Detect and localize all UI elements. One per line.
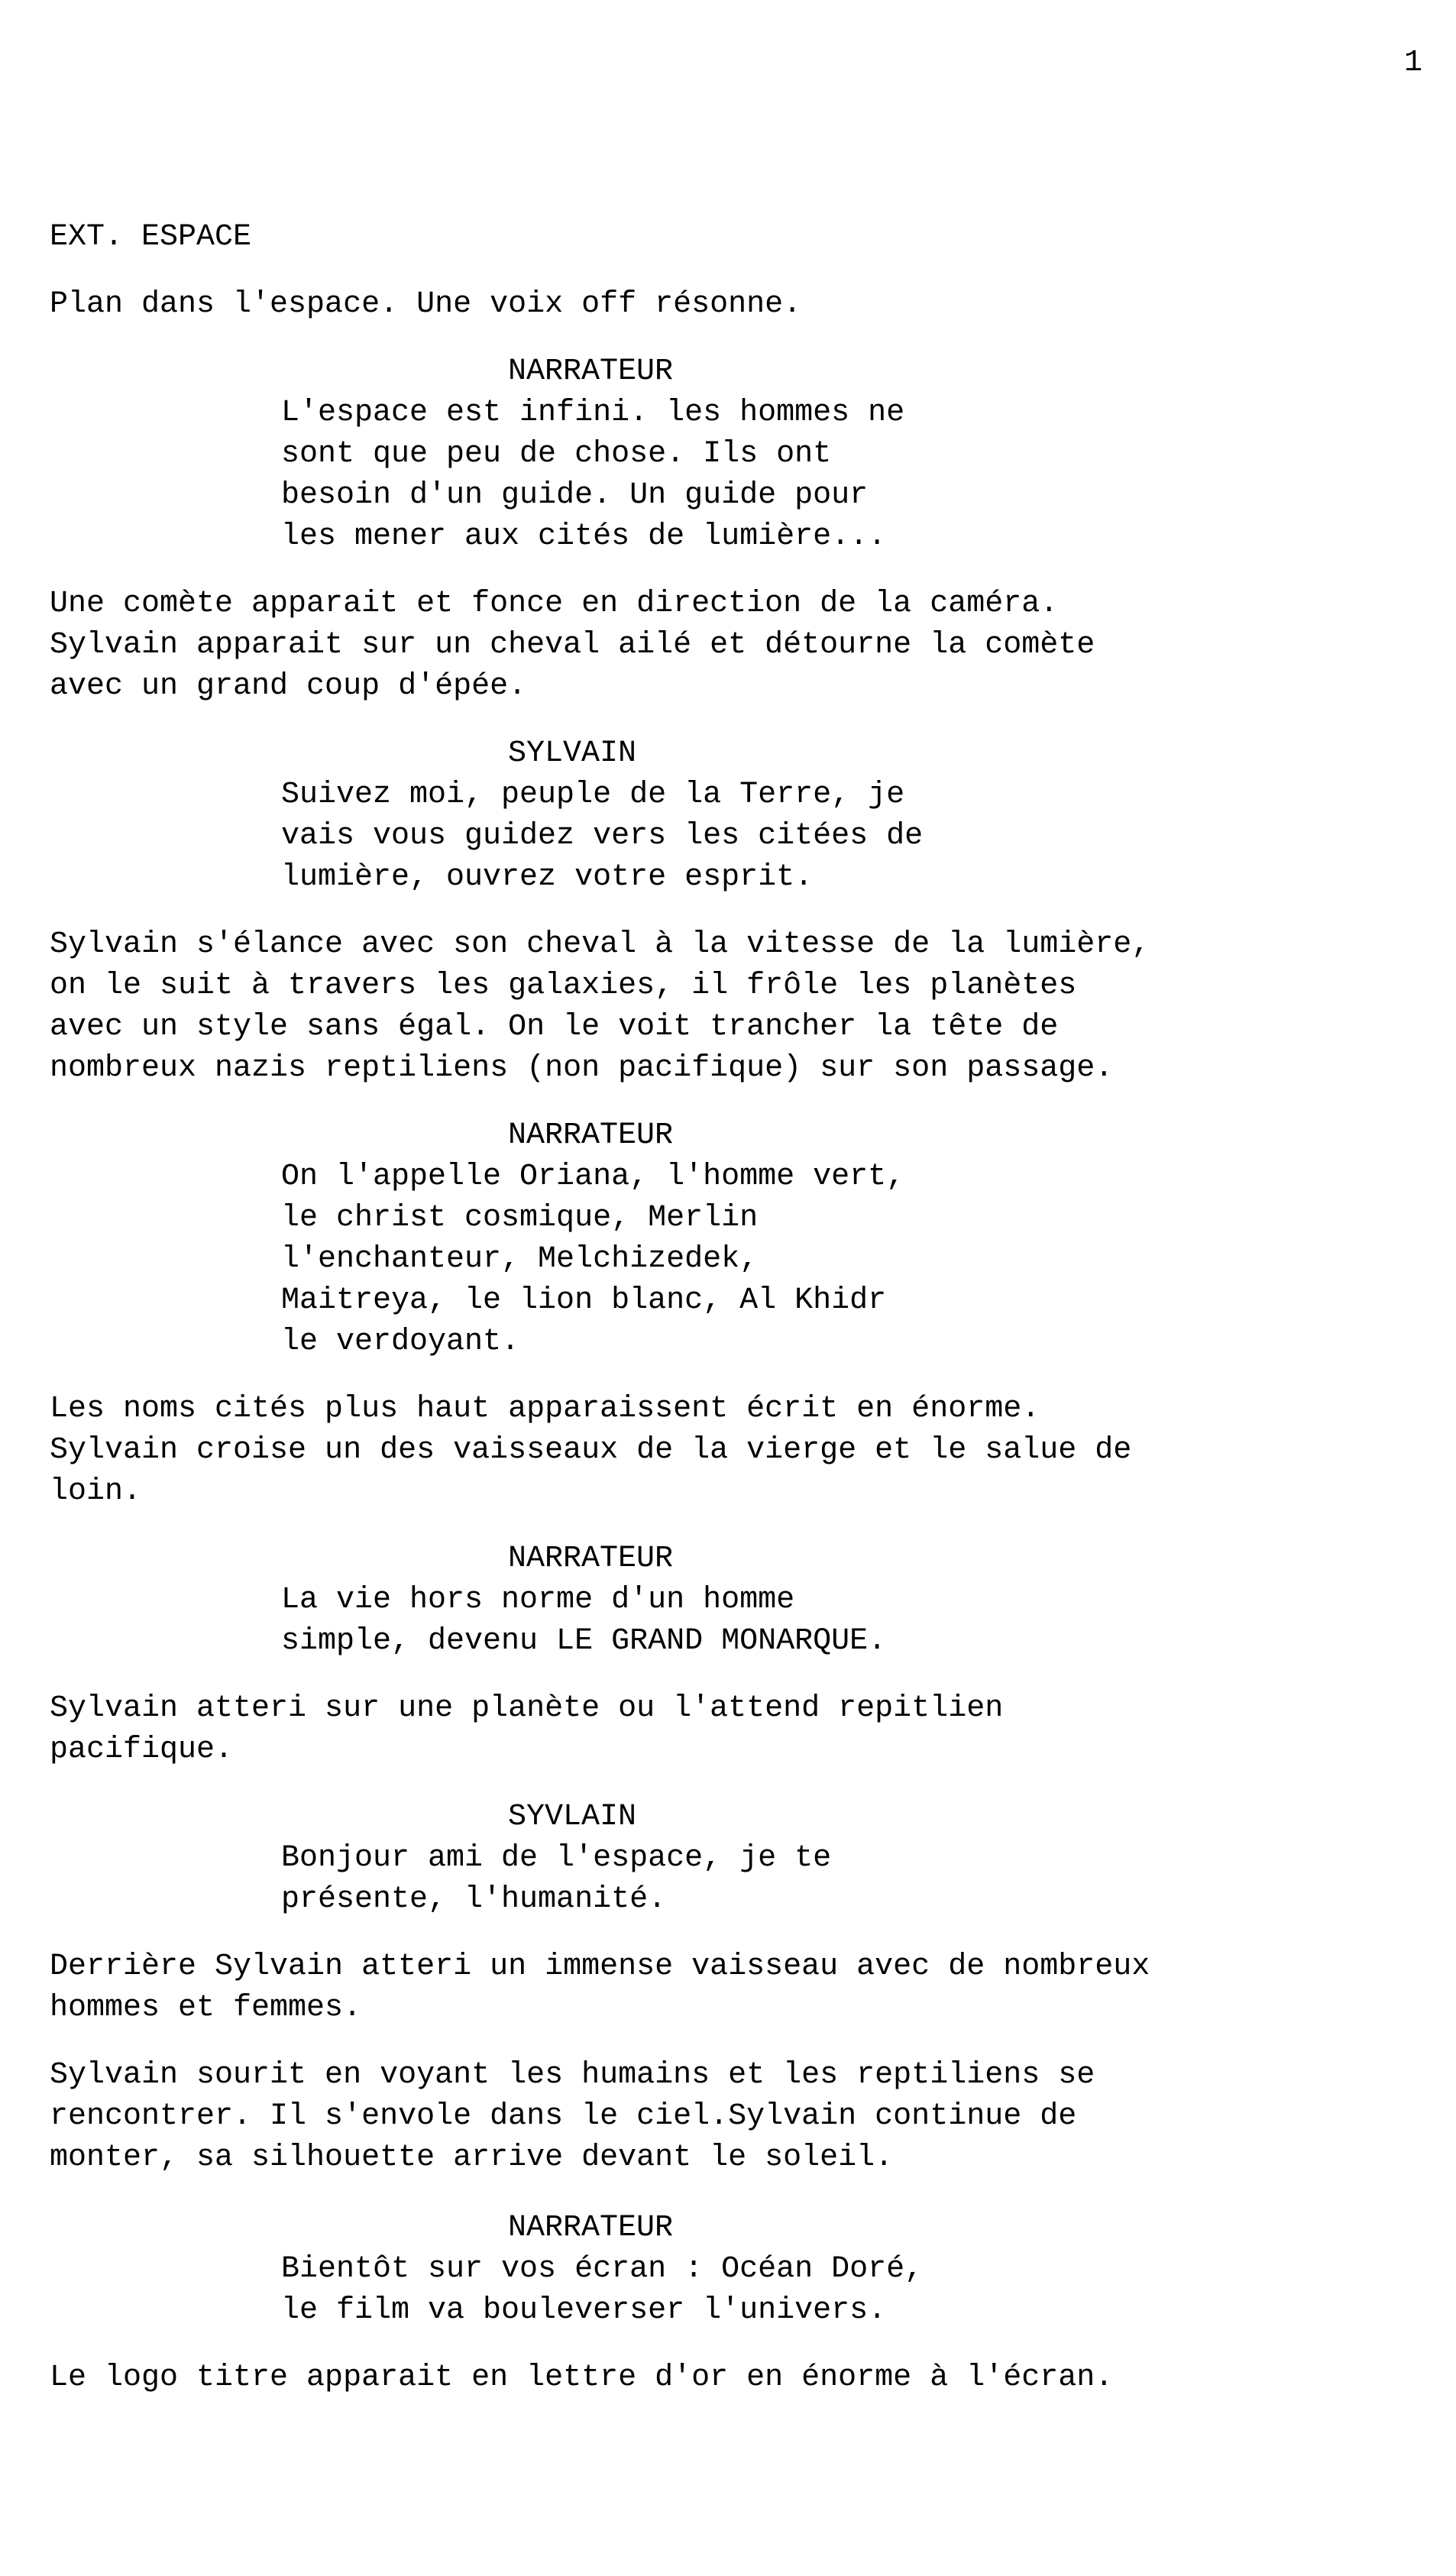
text-line: Sylvain sourit en voyant les humains et les reptiliens se [50,2058,1095,2092]
dialogue-block [0,1539,1456,1662]
page-number: 1 [1403,46,1422,80]
dialogue-line: vais vous guidez vers les citées de [281,819,924,853]
dialogue-line: On l'appelle Oriana, l'homme vert, [281,1160,905,1194]
text-line: Le logo titre apparait en lettre d'or en énorme à l'écran. [50,2361,1114,2395]
text-line: pacifique. [50,1733,234,1767]
text-line: avec un style sans égal. On le voit trancher la tête de [50,1010,1059,1044]
text-line: Sylvain s'élance avec son cheval à la vitesse de la lumière, [50,927,1150,962]
text-line: Sylvain atteri sur une planète ou l'attend repitlien [50,1691,1004,1726]
action-paragraph [0,284,1456,325]
action-paragraph [0,1389,1456,1513]
text-line: monter, sa silhouette arrive devant le soleil. [50,2141,894,2175]
text-line: avec un grand coup d'épée. [50,669,527,704]
text-line: Sylvain croise un des vaisseaux de la vierge et le salue de [50,1433,1132,1468]
character-name: NARRATEUR [508,1118,674,1153]
dialogue-line: lumière, ouvrez votre esprit. [281,860,814,895]
dialogue-line: le christ cosmique, Merlin [281,1201,759,1235]
dialogue-block [0,351,1456,558]
action-paragraph [0,2358,1456,2399]
dialogue-line: Suivez moi, peuple de la Terre, je [281,778,905,812]
action-paragraph [0,924,1456,1089]
dialogue-block [0,733,1456,898]
text-line: Les noms cités plus haut apparaissent écrit en énorme. [50,1392,1040,1426]
screenplay-content [0,217,1456,2425]
dialogue-line: l'enchanteur, Melchizedek, [281,1242,759,1277]
text-line: nombreux nazis reptiliens (non pacifique) sur son passage. [50,1051,1114,1086]
action-paragraph [0,1688,1456,1771]
text-line: Sylvain apparait sur un cheval ailé et détourne la comète [50,628,1095,662]
text-line: EXT. ESPACE [50,220,252,254]
dialogue-line: besoin d'un guide. Un guide pour [281,478,869,513]
text-line: Une comète apparait et fonce en direction de la caméra. [50,587,1059,621]
text-line: loin. [50,1474,142,1509]
dialogue-line: sont que peu de chose. Ils ont [281,437,832,471]
dialogue-line: Maitreya, le lion blanc, Al Khidr [281,1283,887,1318]
action-paragraph [0,2055,1456,2179]
text-line: Derrière Sylvain atteri un immense vaisseau avec de nombreux [50,1950,1150,1984]
character-name: SYLVAIN [508,736,637,771]
dialogue-line: L'espace est infini. les hommes ne [281,396,905,430]
action-paragraph [0,584,1456,707]
text-line: rencontrer. Il s'envole dans le ciel.Sylvain continue de [50,2099,1077,2134]
text-line: on le suit à travers les galaxies, il frôle les planètes [50,969,1077,1003]
dialogue-block [0,2208,1456,2332]
dialogue-line: Bonjour ami de l'espace, je te [281,1841,832,1875]
character-name: NARRATEUR [508,354,674,389]
dialogue-line: Bientôt sur vos écran : Océan Doré, [281,2252,924,2286]
character-name: NARRATEUR [508,2211,674,2245]
scene-heading [0,217,1456,258]
dialogue-line: La vie hors norme d'un homme [281,1583,795,1617]
dialogue-line: simple, devenu LE GRAND MONARQUE. [281,1624,887,1659]
dialogue-block [0,1797,1456,1921]
dialogue-line: les mener aux cités de lumière... [281,519,887,554]
character-name: NARRATEUR [508,1542,674,1576]
dialogue-block [0,1115,1456,1363]
text-line: Plan dans l'espace. Une voix off résonne. [50,287,802,322]
action-paragraph [0,1947,1456,2029]
dialogue-line: le film va bouleverser l'univers. [281,2293,887,2328]
text-line: hommes et femmes. [50,1991,362,2025]
character-name: SYVLAIN [508,1800,637,1834]
dialogue-line: le verdoyant. [281,1325,520,1359]
dialogue-line: présente, l'humanité. [281,1882,667,1917]
